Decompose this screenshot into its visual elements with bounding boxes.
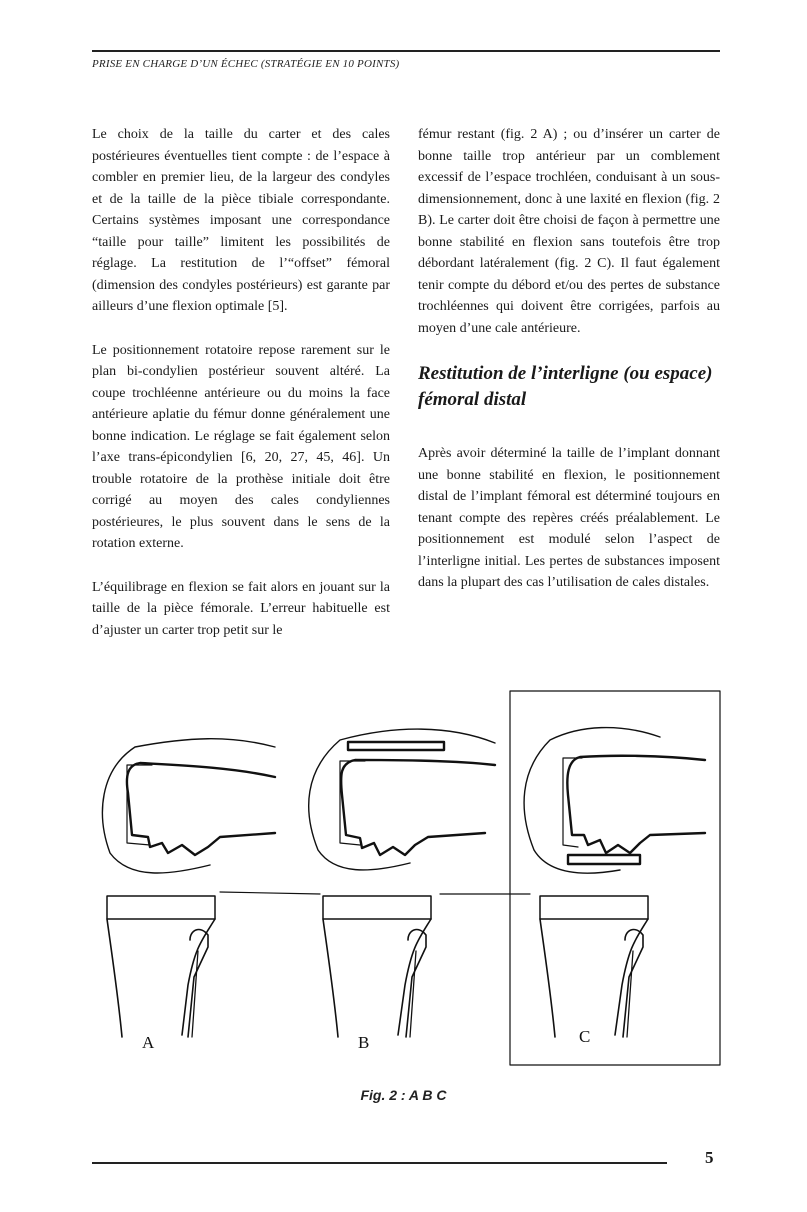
right-column: [418, 124, 720, 616]
running-title: PRISE EN CHARGE D’UN ÉCHEC (STRATÉGIE EN 10 POINTS): [92, 58, 400, 70]
knee-implant-diagram: [90, 685, 725, 1070]
section-heading: Restitution de l’interligne (ou espace) fémoral distal: [418, 363, 713, 410]
figure-caption: Fig. 2 : A B C: [360, 1087, 447, 1103]
panel-c-frame: [510, 691, 720, 1065]
panel-b-drawing: [309, 729, 495, 1037]
left-column: [92, 124, 390, 663]
page-number: 5: [705, 1148, 714, 1167]
body-paragraph: Le choix de la taille du carter et des cales postérieures éventuelles tient compte : de l’espace à combler en premier lieu, de la largeur des condyles et de la taille de la pièce tibiale correspondante. Certains systèmes imposant une correspondance “taille pour taille” limitent les possibilités de réglage. La restitution de l’“offset” fémoral (dimension des condyles postérieurs) est garante par ailleurs d’une flexion optimale [5].: [92, 127, 390, 314]
body-paragraph: fémur restant (fig. 2 A) ; ou d’insérer un carter de bonne taille trop antérieur par un comblement excessif de l’espace trochléen, conduisant à un sous-dimensionnement, donc à une laxité en flexion (fig. 2 B). Le carter doit être choisi de façon à permettre une bonne stabilité en flexion sans toutefois être trop débordant latéralement (fig. 2 C). Il faut également tenir compte du débord et/ou des pertes de substance trochléennes qui doivent être corrigées, parfois au moyen d’une cale antérieure.: [418, 127, 720, 336]
panel-label-a: A: [142, 1033, 155, 1052]
panel-a-drawing: [102, 739, 275, 1037]
panel-c-drawing: [524, 728, 705, 1037]
joint-line: [220, 892, 320, 894]
body-paragraph: Le positionnement rotatoire repose rarement sur le plan bi-condylien postérieur souvent altéré. La coupe trochléenne antérieure ou du moins la face antérieure aplatie du fémur donne généralement une bonne indication. Le réglage se fait également selon l’axe trans-épicondylien [6, 20, 27, 45, 46]. Un trouble rotatoire de la prothèse initiale doit être corrigé au moyen des cales condyliennes postérieures, le plus souvent dans le sens de la rotation externe.: [92, 342, 390, 551]
figure-2: [90, 685, 725, 1070]
panel-label-b: B: [358, 1033, 370, 1052]
header-rule: [92, 50, 720, 52]
panel-label-c: C: [579, 1027, 591, 1046]
footer-rule: [92, 1162, 667, 1164]
body-paragraph: Après avoir déterminé la taille de l’implant donnant une bonne stabilité en flexion, le positionnement distal de l’implant fémoral est déterminé toujours en tenant compte des repères créés préalablement. Le positionnement est modulé selon l’aspect de l’interligne initial. Les pertes de substances imposent dans la plupart des cas l’utilisation de cales distales.: [418, 446, 720, 590]
body-paragraph: L’équilibrage en flexion se fait alors en jouant sur la taille de la pièce fémorale. L’erreur habituelle est d’ajuster un carter trop petit sur le: [92, 579, 390, 638]
